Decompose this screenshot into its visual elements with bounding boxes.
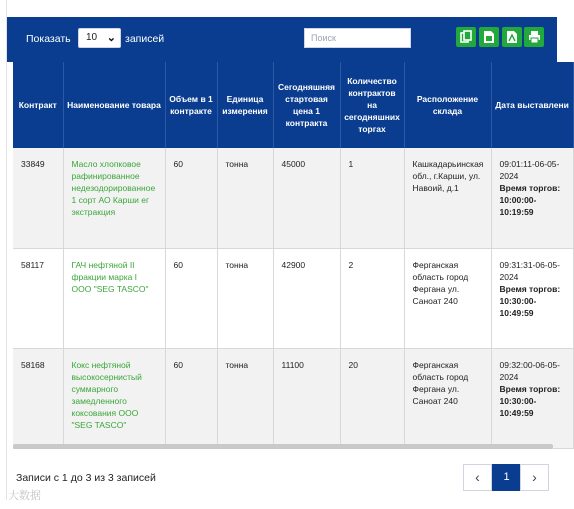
cell-location: Ферганская область город Фергана ул. Саноат 240: [404, 248, 491, 348]
watermark-logo: 大数据: [8, 490, 41, 502]
cell-volume: 60: [165, 248, 217, 348]
cell-date: [491, 248, 573, 348]
table-row: [13, 148, 573, 248]
header-volume[interactable]: Объем в 1 контракте: [165, 62, 217, 148]
cell-location: Ферганская область город Фергана ул. Саноат 240: [404, 348, 491, 448]
print-button[interactable]: [524, 27, 544, 47]
header-date[interactable]: Дата выставлени: [491, 62, 573, 148]
date-value: 09:01:11-06-05-2024: [499, 159, 560, 181]
page-size-label: Показать: [26, 33, 71, 45]
trade-time-label: Время торгов:: [499, 383, 561, 394]
date-value: 09:31:31-06-05-2024: [499, 259, 560, 282]
cell-contract: 33849: [13, 148, 63, 248]
cell-contract: 58117: [13, 248, 63, 348]
trade-time-value: 10:00:00-10:19:59: [499, 195, 537, 217]
csv-export-button[interactable]: [479, 27, 499, 47]
contracts-table: [13, 62, 574, 449]
records-info: Записи с 1 до 3 из 3 записей: [16, 472, 156, 484]
cell-price: 11100: [273, 348, 340, 448]
prev-page-button[interactable]: ‹: [463, 464, 492, 491]
cell-unit: тонна: [217, 348, 273, 448]
cell-date: [491, 348, 573, 448]
cell-count: 2: [340, 248, 404, 348]
csv-icon: [483, 30, 495, 44]
pdf-icon: [506, 30, 518, 44]
cell-name: ГАЧ нефтяной II фракции марка I ООО "SEG TASCO": [63, 248, 165, 348]
header-contract[interactable]: Контракт: [13, 62, 63, 148]
table-row: [13, 348, 573, 448]
page-size-suffix: записей: [125, 33, 165, 45]
horizontal-scrollbar[interactable]: [13, 444, 553, 449]
cell-name: Кокс нефтяной высокосернистый суммарного замедленного коксования ООО "SEG TASCO": [63, 348, 165, 448]
page-1-button[interactable]: 1: [492, 464, 521, 491]
trade-time-label: Время торгов:: [499, 283, 561, 294]
cell-volume: 60: [165, 148, 217, 248]
contracts-table-wrapper[interactable]: [13, 62, 569, 450]
cell-count: 1: [340, 148, 404, 248]
table-toolbar: [7, 17, 557, 62]
header-name[interactable]: Наименование товара: [63, 62, 165, 148]
chevron-down-icon: ⌄: [106, 32, 116, 44]
trade-time-value: 10:30:00-10:49:59: [499, 295, 537, 318]
date-value: 09:32:00-06-05-2024: [499, 359, 560, 382]
copy-icon: [460, 30, 472, 44]
header-unit[interactable]: Единица измерения: [217, 62, 273, 148]
cell-contract: 58168: [13, 348, 63, 448]
cell-price: 42900: [273, 248, 340, 348]
page-size-select[interactable]: [78, 28, 121, 48]
cell-name: Масло хлопковое рафинированное недезодорированное 1 сорт АО Карши ег экстракция: [63, 148, 165, 248]
pdf-export-button[interactable]: [502, 27, 522, 47]
cell-volume: 60: [165, 348, 217, 448]
cell-price: 45000: [273, 148, 340, 248]
cell-unit: тонна: [217, 148, 273, 248]
trade-time-value: 10:30:00-10:49:59: [499, 395, 537, 418]
search-input[interactable]: Поиск: [304, 28, 411, 48]
header-location[interactable]: Расположение склада: [404, 62, 491, 148]
page-size-value: 10: [86, 32, 98, 43]
table-header-row: [13, 62, 573, 148]
copy-button[interactable]: [456, 27, 476, 47]
table-row: [13, 248, 573, 348]
cell-unit: тонна: [217, 248, 273, 348]
next-page-button[interactable]: ›: [520, 464, 549, 491]
print-icon: [528, 30, 541, 44]
header-price[interactable]: Сегодняшняя стартовая цена 1 контракта: [273, 62, 340, 148]
cell-date: [491, 148, 573, 248]
cell-location: Кашкадарьинская обл., г.Карши, ул. Навоий, д.1: [404, 148, 491, 248]
cell-count: 20: [340, 348, 404, 448]
header-count[interactable]: Количество контрактов на сегодняшних торгах: [340, 62, 404, 148]
trade-time-label: Время торгов:: [499, 183, 561, 193]
